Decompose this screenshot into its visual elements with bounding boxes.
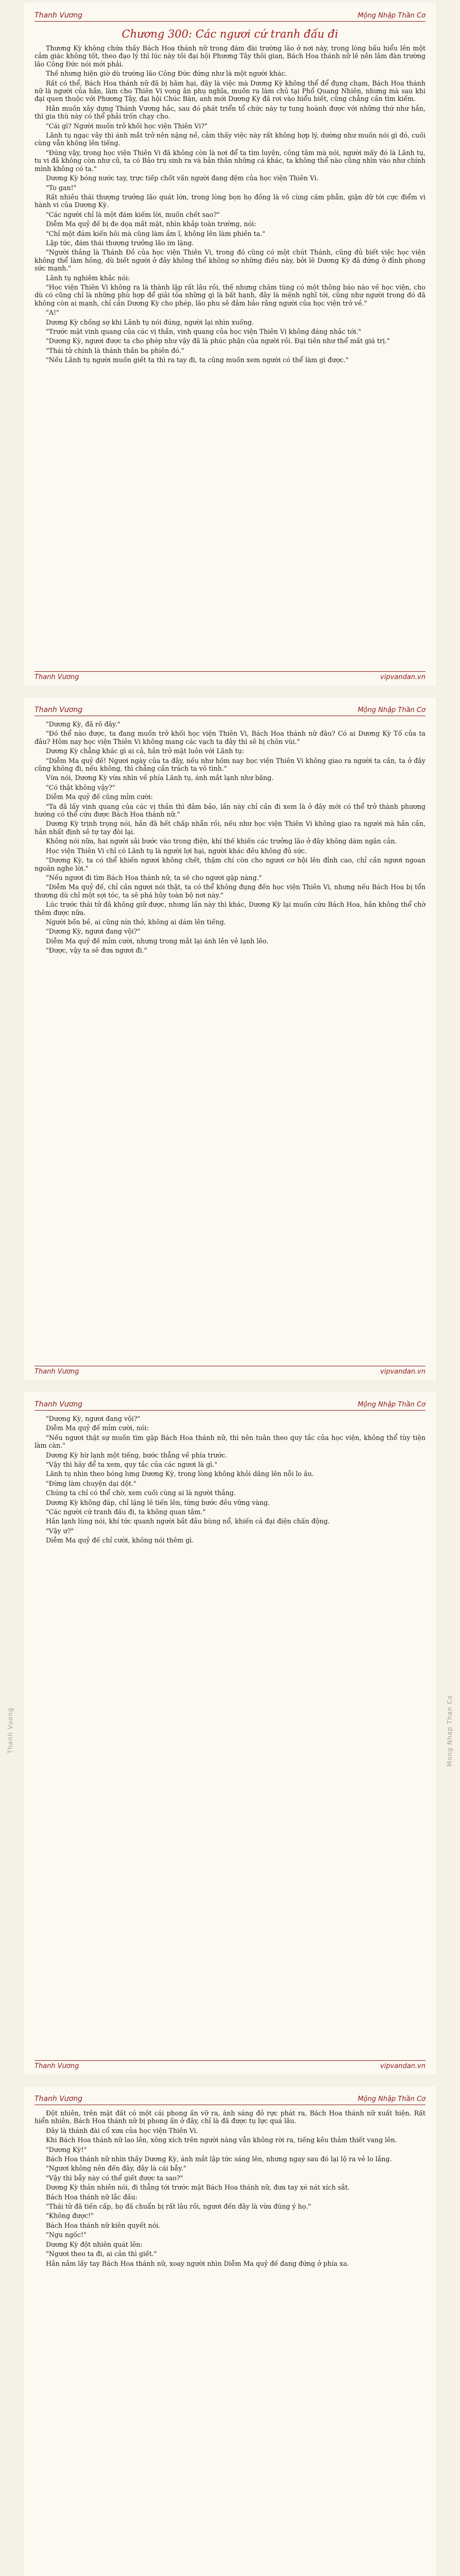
book-page [23, 1392, 437, 2074]
paragraph: "A!" [46, 309, 59, 317]
paragraph: Dương Kỳ hừ lạnh một tiếng, bước thẳng về phía trước. [46, 1451, 228, 1459]
page-header [35, 701, 425, 716]
paragraph: Dương Kỳ không đáp, chỉ lặng lẽ tiến lên, từng bước đều vững vàng. [46, 1498, 270, 1506]
paragraph: Người bốn bề, ai cũng nín thở, không ai dám lên tiếng. [46, 918, 226, 926]
paragraph: "Không được!" [46, 2212, 94, 2220]
paragraph: Dương Kỳ chống sợ khi Lãnh tụ nói đúng, người lại nhìn xuống. [46, 318, 254, 326]
paragraph: "Nếu ngươi thật sự muốn tìm gặp Bách Hoa thánh nữ, thì nên tuân theo quy tắc của học viện, không thể tùy tiện làm càn." [35, 1433, 425, 1450]
paragraph: Hắn nắm lấy tay Bách Hoa thánh nữ, xoay người nhìn Diễm Ma quỷ đế đang đứng ở phía xa. [46, 2259, 349, 2267]
footer-author: Thanh Vương [35, 673, 79, 681]
header-book-title: Mộng Nhập Thần Cơ [357, 1401, 425, 1409]
paragraph: "Dương Kỳ, ngươi đang vội?" [46, 927, 141, 936]
paragraph: "Trước mặt vinh quang của các vị thần, vinh quang của học viện Thiên Vi không đáng nhắc tới." [46, 328, 362, 335]
paragraph: "Đừng làm chuyện dại dột." [46, 1479, 137, 1487]
paragraph: Chúng ta chỉ có thể chờ, xem cuối cùng ai là người thắng. [46, 1489, 236, 1497]
paragraph: Dương Kỳ đột nhiên quát lên: [46, 2240, 143, 2248]
paragraph: "Dương Kỳ, ngươi đang vội?" [46, 1415, 141, 1422]
paragraph: Lúc trước thái tử đã không giữ được, nhưng lần này thì khác, Dương Kỳ lại muốn cứu Bách Hoa, hắn không thể chờ thêm được nữa. [35, 901, 425, 917]
page-body [35, 44, 425, 364]
footer-author: Thanh Vương [35, 2062, 79, 2070]
right-margin-title: Mong Nhap Than Co [446, 1694, 453, 1767]
footer-site: vipvandan.vn [380, 673, 425, 681]
paragraph: Diễm Ma quỷ đế cũng mỉm cười: [46, 793, 153, 801]
paragraph: Hắn lạnh lùng nói, khí tức quanh người bắt đầu bùng nổ, khiến cả đại điện chấn động. [46, 1517, 330, 1526]
paragraph: Bách Hoa thánh nữ kiên quyết nói. [46, 2221, 161, 2229]
paragraph: Lãnh tụ nghiêm khắc nói: [46, 274, 130, 282]
paragraph: "Được, vậy ta sẽ đưa ngươi đi." [46, 946, 147, 955]
paragraph: "Diễm Ma quỷ đế! Ngươi ngày của ta đây, nếu như hôm nay học viện Thiên Vi không giao ra người ta cần, ta ở đây cũng không đi, nếu không, thì chẳng cần trách ta vô tình." [35, 756, 425, 773]
chapter-title: Chương 300: Các ngươi cứ tranh đấu đi [122, 28, 338, 40]
footer-author: Thanh Vương [35, 1368, 79, 1376]
paragraph: Rất nhiều thái thượng trưởng lão quát lớn, trong lòng bọn họ đồng là vô cùng căm phẫn, giận dữ tới cực điểm vì hành vi của Dương Kỳ. [35, 193, 425, 209]
paragraph: Diễm Ma quỷ đế mỉm cười, nhưng trong mắt lại ánh lên vẻ lạnh lẽo. [46, 937, 268, 945]
paragraph: "Dương Kỳ, ta có thể khiến ngươi không chết, thậm chí còn cho ngươi cơ hội lên đỉnh cao, chỉ cần ngươi ngoan ngoãn nghe lời." [35, 856, 425, 872]
paragraph: "Học viện Thiên Vi không ra là thành lập rất lâu rồi, thế nhưng chăm tùng có một thông báo nào về học viện, cho dù có cũng chỉ là những phù hợp để giải tỏa những gì là bất hạnh, đây là mệnh nghĩ tới, cũng như người trong đó đã không còn ai mạnh, chỉ cần Dương Kỳ cho phép, lão phu sẽ đảm bảo rằng người của học viện trở về." [35, 283, 425, 307]
paragraph: Dương Kỳ trịnh trọng nói, hắn đã hết chấp nhẫn rồi, nếu như học viện Thiên Vi không giao ra người mà hắn cần, hắn nhất định sẽ tự tay đòi lại. [35, 820, 425, 836]
paragraph: "Ta đã lấy vinh quang của các vị thần thì đảm bảo, lần này chỉ cần đi xem là ở đây mới có thể trở thành phương hướng có thể cứu được Bách Hoa thánh nữ." [35, 802, 425, 819]
paragraph: Thế nhưng hiện giờ dù trường lão Công Đức đứng như là một người khác. [46, 70, 287, 78]
paragraph: Lãnh tụ nhìn theo bóng lưng Dương Kỳ, trong lòng không khỏi dâng lên nỗi lo âu. [46, 1470, 314, 1478]
paragraph: Đây là thánh đài cổ xưa của học viện Thiên Vi. [46, 2126, 198, 2134]
paragraph: Diễm Ma quỷ đế chỉ cười, không nói thêm gì. [46, 1536, 194, 1545]
paragraph: "Cái gì? Người muốn trở khối học viện Thiên Vi?" [46, 122, 208, 130]
left-margin [0, 0, 21, 2576]
paragraph: Học viện Thiên Vi chỉ có Lãnh tụ là người lợi hại, người khác đều không đủ sức. [46, 846, 307, 855]
paragraph: "Nếu ngươi đi tìm Bách Hoa thánh nữ, ta sẽ cho ngươi gặp nàng." [46, 873, 262, 882]
paragraph: "Dương Kỳ, đã rõ đây." [46, 720, 121, 728]
header-author: Thanh Vương [35, 2095, 82, 2103]
paragraph: "Các người chỉ là một đám kiếm lời, muốn chết sao?" [46, 210, 220, 218]
header-author: Thanh Vương [35, 1400, 82, 1409]
paragraph: "To gan!" [46, 183, 77, 192]
paragraph: Dương Kỳ chẳng khác gì ai cả, hắn trở mặt luôn với Lãnh tụ: [46, 747, 244, 755]
paragraph: Dương Kỳ bóng nước tay, trực tiếp chốt vấn người đang đệm của học viện Thiên Vi. [46, 174, 319, 182]
paragraph: "Thái tử chính là thánh thần ba phiên đó." [46, 346, 184, 354]
paragraph: Diễm Ma quỷ đế mỉm cười, nói: [46, 1424, 149, 1432]
paragraph: "Đúng vậy, trong học viện Thiên Vi đã không còn là nơi để ta tìm luyện, công tâm mà nói, người mấy đó là Lãnh tụ, tu vi đã không còn như cũ, ta có Bảo trụ sinh ra và bản thân những cá khác, ta không thể nào cũng nhìn vào như chính mình không có ta." [35, 148, 426, 173]
paragraph: "Các người cứ tranh đấu đi, ta không quan tâm." [46, 1508, 206, 1516]
page-footer [35, 671, 425, 681]
page-body [35, 1415, 425, 1545]
book-page [23, 698, 437, 1380]
paragraph: Khi Bách Hoa thánh nữ lao lên, xông xích trên người nàng vẫn không rời ra, tiếng kêu thảm thiết vang lên. [46, 2136, 397, 2144]
paragraph: Vừa nói, Dương Kỳ vừa nhìn về phía Lãnh tụ, ánh mắt lạnh như băng. [46, 774, 274, 782]
header-author: Thanh Vương [35, 11, 82, 20]
paragraph: "Vậy ư?" [46, 1527, 74, 1535]
paragraph: Dương Kỳ thản nhiên nói, đi thẳng tới trước mặt Bách Hoa thánh nữ, đưa tay xé nát xích sắt. [46, 2183, 350, 2192]
page-header [35, 2090, 425, 2105]
paragraph: Rất có thể, Bách Hoa thánh nữ đã bị hãm hại, đây là việc mà Dương Kỳ không thể để đụng chạm, Bách Hoa thánh nữ là người của hắn, làm cho Thiên Vi vong ân phụ nghĩa, muốn ra làm chủ tại Phổ Quang Nhiên, nhưng mà sau khi đại quen thuộc với Phương Tây, đại hội Chúc Bàn, anh mới Dương Kỳ đã rơi vào hiểu biết, cũng chẳng cần tìm kiếm. [35, 79, 425, 103]
page-body [35, 2109, 425, 2267]
paragraph: Hắn muốn xây dựng Thánh Vương hắc, sau đó phát triển tổ chức này tự tung hoành được với những thứ như hắn, thì gia thù này có thể phải trốn chạy cho. [35, 104, 425, 121]
header-book-title: Mộng Nhập Thần Cơ [357, 12, 425, 20]
paragraph: "Dương Kỳ!" [46, 2145, 87, 2154]
paragraph: "Chỉ một đám kiến hôi mà cũng làm ầm ĩ, không lên làm phiền ta." [46, 229, 265, 238]
paragraph: "Dương Kỳ, ngươi được ta cho phép như vậy đã là phúc phận của người rồi. Đại tiền như thể mất giá trị." [46, 337, 390, 345]
page-footer [35, 1366, 425, 1376]
paragraph: Thương Kỳ không chứa thấy Bách Hoa thánh nữ trong đám đài trường lão ở nơi này, trong lòng bấu hiểu lên một cảm giác không tốt, theo đạo lý thì lúc này tôi đại hội Phương Tây thôi gian, Bách Hoa thánh nữ lẽ nên lâm đàn trường lão Công Đức nói mới phải. [35, 44, 425, 68]
paragraph: "Ngươi theo ta đi, ai cản thì giết." [46, 2250, 157, 2258]
page-footer [35, 2060, 425, 2070]
book-page [23, 3, 437, 685]
paragraph: "Nếu Lãnh tụ người muốn giết ta thì ra tay đi, ta cũng muốn xem người có thể làm gì được." [46, 356, 349, 364]
footer-site: vipvandan.vn [380, 1368, 425, 1376]
page-header [35, 1395, 425, 1411]
paragraph: Diễm Ma quỷ đế bị đe dọa mất mặt, nhìn khắp toàn trường, nói: [46, 220, 257, 228]
paragraph: Bách Hoa thánh nữ lắc đầu: [46, 2193, 138, 2201]
paragraph: "Vậy thì bẫy này có thể giết được ta sao?" [46, 2174, 183, 2182]
page-body [35, 720, 425, 955]
right-margin [439, 0, 460, 2576]
paragraph: Bách Hoa thánh nữ nhìn thấy Dương Kỳ, ánh mắt lập tức sáng lên, nhưng ngay sau đó lại lộ ra vẻ lo lắng. [46, 2155, 392, 2163]
paragraph: "Ngươi không nên đến đây, đây là cái bẫy." [46, 2164, 186, 2173]
paragraph: "Thái tử đã tiến cấp, họ đã chuẩn bị rất lâu rồi, ngươi đến đây là vừa đúng ý họ." [46, 2202, 311, 2211]
paragraph: "Đó thể nào được, ta đang muốn trở khối học viện Thiên Vi, Bách Hoa thánh nữ đâu? Có ai Dương Kỳ Tố của ta đâu? Hôm nay học viện Thiên Vi không mang các vạch ta đây thì sẽ bị chôn vùi." [35, 730, 425, 745]
paragraph: "Ngu ngốc!" [46, 2231, 87, 2239]
footer-site: vipvandan.vn [380, 2062, 425, 2070]
paragraph: Không nói nữa, hai người sải bước vào trong điện, khí thế khiến các trưởng lão ở đây không dám ngăn cản. [46, 837, 397, 845]
header-author: Thanh Vương [35, 706, 82, 714]
header-book-title: Mộng Nhập Thần Cơ [357, 706, 425, 714]
header-book-title: Mộng Nhập Thần Cơ [357, 2095, 425, 2103]
paragraph: "Có thật không vậy?" [46, 783, 115, 791]
paragraph: "Người thắng là Thánh Đồ của học viện Thiên Vi, trong đó cũng có một chút Thánh, cũng đủ biết việc học viện không thể làm hỏng, dù biết người ở đây không thể không sợ những điều này, bởi lẽ Dương Kỳ đã đứng ở đỉnh phong sức mạnh." [35, 248, 425, 273]
left-margin-author: Thanh Vuong [7, 1707, 14, 1754]
paragraph: Lãnh tụ ngạc vây thì ánh mắt trở nên nặng nề, cảm thấy việc này rất không hợp lý, dường như muốn nói gì đó, cuối cùng vẫn không lên tiếng. [35, 131, 425, 147]
paragraph: "Vậy thì hãy để ta xem, quy tắc của các ngươi là gì." [46, 1461, 217, 1469]
book-page [23, 2087, 437, 2576]
paragraph: Lập tức, đám thái thượng trưởng lão im lặng. [46, 239, 194, 247]
page-header [35, 6, 425, 22]
paragraph: "Diễm Ma quỷ đế, chỉ cần ngươi nói thật, ta có thể không đụng đến học viện Thiên Vi, nhưng nếu Bách Hoa bị tổn thương dù chỉ một sợi tóc, ta sẽ phá hủy toàn bộ nơi này." [35, 883, 425, 899]
paragraph: Đột nhiên, trên mặt đất có một cái phong ấn vỡ ra, ánh sáng đỏ rực phát ra, Bách Hoa thánh nữ xuất hiện. Rất hiển nhiên, Bách Hoa thánh nữ bị phong ấn ở đây, chỉ là đã được tụ lực quá lâu. [35, 2109, 425, 2125]
